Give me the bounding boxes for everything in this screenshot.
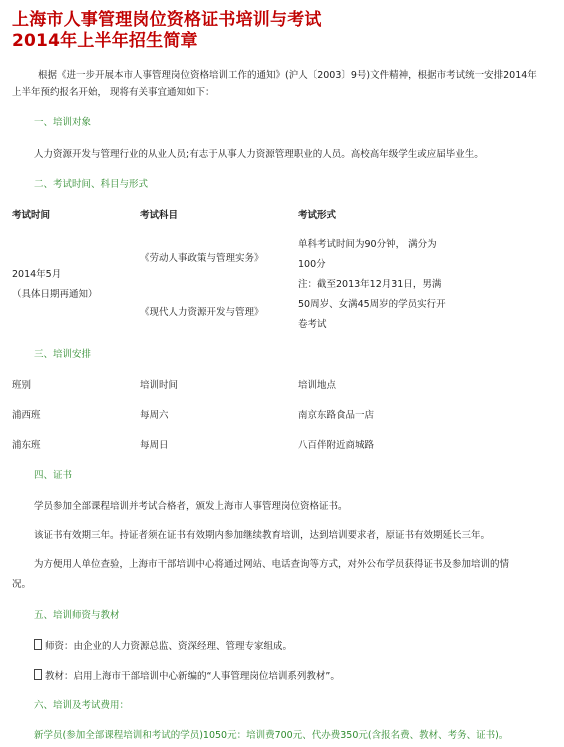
teachers-line [34,639,292,653]
schedule-header-class: 班别 [12,380,32,391]
certificate-paragraph-3-line-1: 为方便用人单位查验，上海市干部培训中心将通过网站、电话查询等方式，对外公布学员获得证书及参加培训的情 [34,559,510,570]
schedule-cell: 每周六 [140,410,169,421]
schedule-cell: 浦东班 [12,440,41,451]
exam-time-month: 2014年5月 [12,269,62,280]
section-heading-exam: 二、考试时间、科目与形式 [34,179,149,190]
exam-time-note: （具体日期再通知） [12,289,98,300]
training-target-text: 人力资源开发与管理行业的从业人员;有志于从事人力资源管理职业的人员。高校高年级学生或应届毕业生。 [34,149,484,160]
certificate-paragraph-2: 该证书有效期三年。持证者须在证书有效期内参加继续教育培训，达到培训要求者，原证书有效期延长三年。 [34,530,491,541]
schedule-header-time: 培训时间 [140,380,179,391]
certificate-paragraph-1: 学员参加全部课程培训并考试合格者，颁发上海市人事管理岗位资格证书。 [34,501,348,512]
intro-line-1: 根据《进一步开展本市人事管理岗位资格培训工作的通知》(沪人〔2003〕9号)文件精神，根据市考试统一安排2014年 [38,70,537,81]
exam-header-time: 考试时间 [12,210,51,221]
fee-prefix: 新学员(参加全部课程培训和考试的学员)1050元： [34,730,247,741]
exam-form-line: 注：截至2013年12月31日，男满 [298,279,442,290]
schedule-cell: 南京东路食品一店 [298,410,375,421]
schedule-header-location: 培训地点 [298,380,337,391]
exam-form-line: 100分 [298,259,326,270]
section-heading-certificate: 四、证书 [34,470,73,481]
teachers-text: 师资：由企业的人力资源总监、资深经理、管理专家组成。 [45,641,293,652]
schedule-cell: 每周日 [140,440,169,451]
fee-detail: 培训费700元、代办费350元(含报名费、教材、考务、证书)。 [246,730,509,741]
exam-header-form: 考试形式 [298,210,337,221]
section-heading-training-target: 一、培训对象 [34,117,92,128]
checkbox-glyph-icon [34,639,42,650]
schedule-cell: 八百伴附近商城路 [298,440,375,451]
exam-form-line: 卷考试 [298,319,327,330]
section-heading-fees: 六、培训及考试费用： [34,700,130,711]
schedule-cell: 浦西班 [12,410,41,421]
materials-text: 教材：启用上海市干部培训中心新编的“人事管理岗位培训系列教材”。 [45,671,340,682]
section-heading-schedule: 三、培训安排 [34,349,92,360]
fee-line [34,729,508,742]
certificate-paragraph-3-line-2: 况。 [12,579,32,590]
exam-form-line: 单科考试时间为90分钟， 满分为 [298,239,437,250]
checkbox-glyph-icon [34,669,42,680]
page-subtitle: 2014年上半年招生简章 [12,31,198,51]
exam-subject-2: 《现代人力资源开发与管理》 [140,307,264,318]
section-heading-teachers: 五、培训师资与教材 [34,610,120,621]
exam-form-line: 50周岁、女满45周岁的学员实行开 [298,299,446,310]
materials-line [34,669,340,683]
page-title: 上海市人事管理岗位资格证书培训与考试 [12,10,322,30]
intro-line-2: 上半年预约报名开始， 现将有关事宜通知如下： [12,87,215,98]
exam-header-subject: 考试科目 [140,210,179,221]
exam-subject-1: 《劳动人事政策与管理实务》 [140,253,264,264]
